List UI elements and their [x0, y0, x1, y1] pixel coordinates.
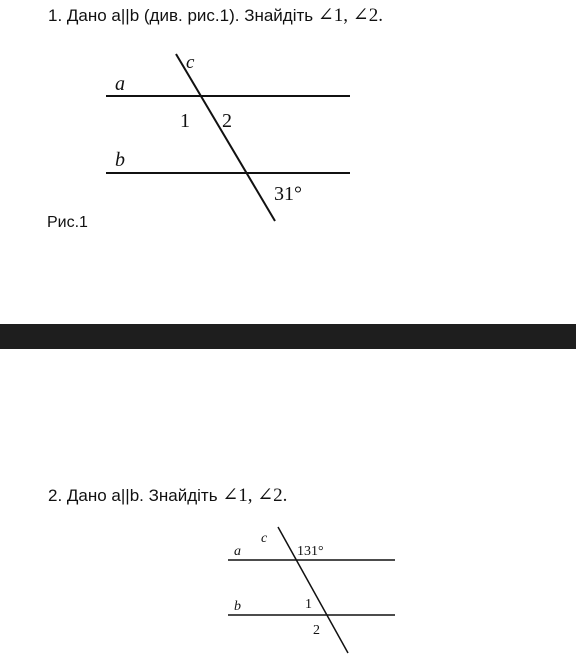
problem-2-panel — [0, 349, 576, 663]
label-a: a — [234, 544, 241, 559]
section-divider — [0, 324, 576, 349]
figure-2 — [0, 349, 576, 663]
transversal-c — [176, 54, 275, 221]
label-a: a — [115, 73, 125, 95]
label-b: b — [115, 149, 125, 171]
label-c: c — [261, 531, 268, 546]
label-c: c — [186, 52, 195, 73]
label-angle-1: 1 — [305, 597, 312, 612]
figure-1-caption: Рис.1 — [47, 214, 88, 231]
label-angle-2: 2 — [222, 110, 232, 132]
problem-1-angles: ∠1, ∠2. — [317, 5, 383, 26]
figure-1 — [0, 0, 576, 324]
label-angle-2: 2 — [313, 623, 320, 638]
problem-1-text: 1. Дано a||b (див. рис.1). Знайдіть — [48, 6, 314, 25]
label-angle-1: 1 — [180, 110, 190, 132]
problem-1-panel — [0, 0, 576, 324]
label-given-angle: 31° — [274, 183, 302, 205]
problem-2-text: 2. Дано a||b. Знайдіть — [48, 486, 218, 505]
problem-2-angles: ∠1, ∠2. — [222, 485, 288, 506]
label-b: b — [234, 599, 241, 614]
label-given-angle: 131° — [297, 544, 324, 559]
